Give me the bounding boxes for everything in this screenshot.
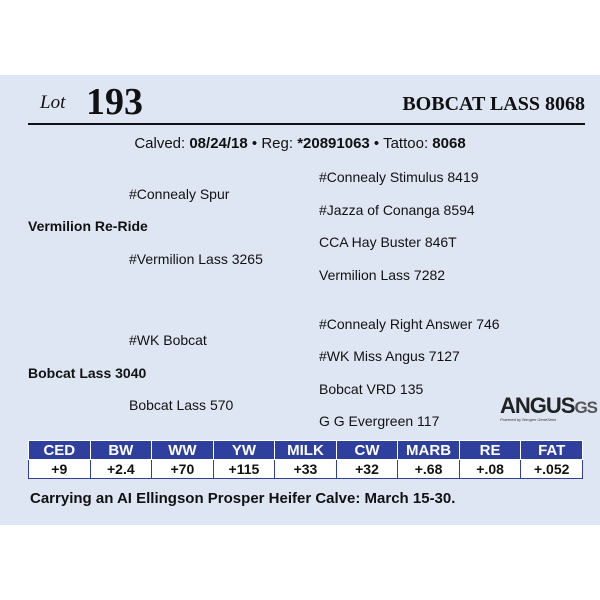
tattoo-value: 8068: [432, 135, 466, 152]
epd-header-bw: BW: [90, 441, 152, 460]
logo-tagline: Powered by Neogen GeneSeek: [500, 417, 557, 422]
epd-header-ced: CED: [29, 441, 91, 460]
breeding-note: Carrying an AI Ellingson Prosper Heifer Calve: March 15-30.: [30, 490, 456, 507]
pedigree-sire-sire: #Connealy Spur: [129, 186, 230, 202]
pedigree-sire-dam-dam: Vermilion Lass 7282: [319, 267, 446, 283]
pedigree-sire-dam: #Vermilion Lass 3265: [129, 251, 263, 267]
epd-value-cw: +32: [336, 460, 398, 479]
epd-table: [28, 440, 583, 479]
pedigree-sire-sire-dam: #Jazza of Conanga 8594: [319, 202, 475, 218]
epd-value-row: [29, 460, 583, 479]
epd-header-cw: CW: [336, 441, 398, 460]
epd-header-marb: MARB: [398, 441, 460, 460]
reg-label: Reg:: [261, 135, 294, 152]
epd-value-ww: +70: [152, 460, 214, 479]
pedigree-dam-dam-sire: Bobcat VRD 135: [319, 381, 424, 397]
pedigree-dam: Bobcat Lass 3040: [28, 365, 147, 381]
epd-header-re: RE: [459, 441, 521, 460]
epd-value-milk: +33: [275, 460, 337, 479]
epd-header-yw: YW: [213, 441, 275, 460]
epd-header-fat: FAT: [521, 441, 583, 460]
pedigree-dam-dam: Bobcat Lass 570: [129, 397, 234, 413]
logo-brand: ANGUS: [500, 393, 575, 418]
epd-header-ww: WW: [152, 441, 214, 460]
registration-line: Calved: 08/24/18 • Reg: *20891063 • Tattoo: 8068: [134, 135, 466, 152]
lot-label: Lot: [40, 92, 66, 113]
epd-value-fat: +.052: [521, 460, 583, 479]
pedigree-dam-sire-dam: #WK Miss Angus 7127: [319, 348, 460, 364]
tattoo-label: Tattoo:: [383, 135, 429, 152]
epd-value-re: +.08: [459, 460, 521, 479]
calved-value: 08/24/18: [189, 135, 248, 152]
logo-suffix: GS: [574, 398, 598, 417]
animal-name: BOBCAT LASS 8068: [402, 93, 585, 115]
epd-value-yw: +115: [213, 460, 275, 479]
pedigree-sire-dam-sire: CCA Hay Buster 846T: [319, 234, 457, 250]
pedigree-sire: Vermilion Re-Ride: [28, 218, 148, 234]
epd-value-bw: +2.4: [90, 460, 152, 479]
pedigree-dam-dam-dam: G G Evergreen 117: [319, 413, 440, 429]
epd-value-marb: +.68: [398, 460, 460, 479]
epd-header-milk: MILK: [275, 441, 337, 460]
epd-value-ced: +9: [29, 460, 91, 479]
lot-card: [0, 75, 600, 525]
epd-header-row: [29, 441, 583, 460]
pedigree-dam-sire: #WK Bobcat: [129, 332, 207, 348]
reg-value: *20891063: [297, 135, 370, 152]
angus-gs-logo: [500, 393, 598, 425]
pedigree-sire-sire-sire: #Connealy Stimulus 8419: [319, 169, 479, 185]
pedigree-dam-sire-sire: #Connealy Right Answer 746: [319, 316, 500, 332]
calved-label: Calved:: [134, 135, 186, 152]
header-divider: [28, 123, 585, 125]
lot-number: 193: [86, 81, 143, 123]
